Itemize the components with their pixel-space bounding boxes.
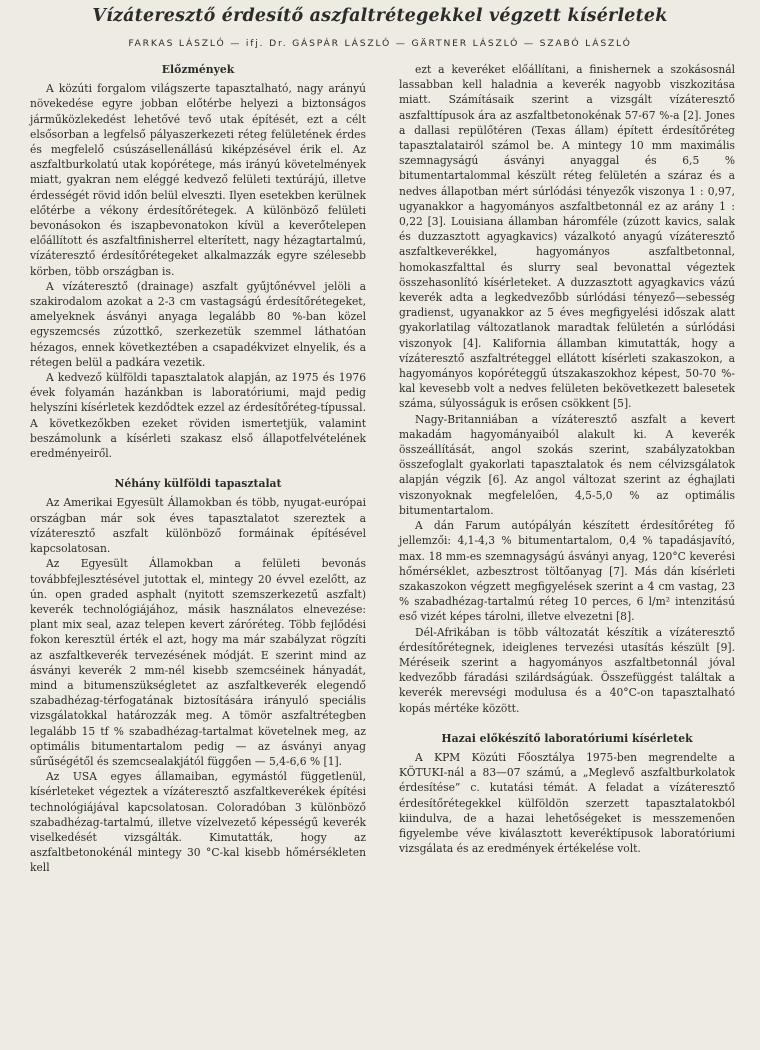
author-line: FARKAS LÁSZLÓ — ifj. Dr. GÁSPÁR LÁSZLÓ — GÄRTNER LÁSZLÓ — SZABÓ LÁSZLÓ xyxy=(128,38,632,49)
paragraph: ezt a keveréket előállítani, a finishernek a szokásosnál lassabban kell haladnia a keverék nagyobb viszkozitása miatt. Számításaik szerint a vizsgált vízáteresztő aszfalttípusok ára az aszfaltbetonokénak 57-67 %-a [2]. Jones a dallasi repülőtéren (Texas állam) épített érdesítőréteg tapasztalatairól számol be. A mintegy 10 mm maximális szemnagyságú ásványi anyaggal és 6,5 % bitumentartalommal készült réteg felületén a száraz és a nedves állapotban mért súrlódási tényezők viszonya 1 : 0,97, ugyanakkor a hagyományos aszfaltbetonnál ez az arány 1 : 0,22 [3]. Louisiana államban háromféle (zúzott kavics, salak és duzzasztott agyagkavics) vázalkotó anyagú vízáteresztő aszfaltkeverékkel, hagyományos aszfaltbetonnal, homokaszfalttal és slurry seal bevonattal végeztek összehasonlító kísérleteket. A duzzasztott agyagkavics vázú keverék adta a legkedvezőbb súrlódási tényező—sebesség gradienst, ugyanakkor az 5 éves megfigyelési időszak alatt gyakorlatilag változatlanok maradtak felületén a súrlódási viszonyok [4]. Kalifornia államban kimutatták, hogy a vízáteresztő aszfaltréteggel ellátott kísérleti szakaszokon, a hagyományos kopóréteggű útszakaszokhoz képest, 50-70 %-kal kevesebb volt a nedves felületen bekövetkezett balesetek száma, súlyosságuk is erősen csökkent [5]. xyxy=(399,63,735,411)
paragraph: Az Egyesült Államokban a felületi bevonás továbbfejlesztésével jutottak el, mintegy 20 évvel ezelőtt, az ún. open graded asphalt (nyitott szemszerkezetű aszfalt) keverék technológiájához, másik használatos elnevezése: plant mix seal, azaz telepen kevert záróréteg. Több fejlődési fokon keresztül érték el azt, hogy ma már szabályzat rögzíti az aszfaltkeverék tervezésének módját. E szerint mind az ásványi keverék 2 mm-nél kisebb szemcséinek hányadát, mind a bitumenszükségletet az aszfaltkeverék elegendő szabadhézag-térfogatának biztosítására irányuló speciális vizsgálatokkal határozzák meg. A tömör aszfaltrétegben legalább 15 tf % szabadhézag-tartalmat követelnek meg, az optimális bitumentartalom pedig — az ásványi anyag sűrűségétől és szemcsealakjától függően — 5,4-6,6 % [1]. xyxy=(30,557,366,768)
paragraph: Dél-Afrikában is több változatát készítik a vízáteresztő érdesítőrétegnek, ideiglenes tervezési utasítás készült [9]. Méréseik szerint a hagyományos aszfaltbetonnál jóval kedvezőbb fáradási szilárdságúak. Összefüggést találtak a keverék merevségi modulusa és a 40°C-on tapasztalható kopás mértéke között. xyxy=(399,625,735,715)
left-column xyxy=(30,62,366,876)
paragraph: Nagy-Britanniában a vízáteresztő aszfalt a kevert makadám hagyományaiból alakult ki. A keverék összeállítását, angol szokás szerint, szabályzatokban összefoglalt gyakorlati tapasztalatok és nem célvizsgálatok alapján végzik [6]. Az angol változat szerint az éghajlati viszonyoknak megfelelően, 4,5-5,0 % az optimális bitumentartalom. xyxy=(399,412,735,517)
paragraph: Az USA egyes államaiban, egymástól függetlenül, kísérleteket végeztek a vízáteresztő aszfaltkeverékek építési technológiájával kapcsolatosan. Coloradóban 3 különböző szabadhézag-tartalmú, illetve vízelvezető képességű keverék viselkedését vizsgálták. Kimutatták, hogy az aszfaltbetonokénál mintegy 30 °C-kal kisebb hőmérsékleten kell xyxy=(30,770,366,875)
right-column xyxy=(399,62,735,856)
paragraph: A KPM Közúti Főosztálya 1975-ben megrendelte a KÖTUKI-nál a 83—07 számú, a „Meglevő aszfaltburkolatok érdesítése” c. kutatási témát. A feladat a vízáteresztő érdesítőrétegekkel külföldön szerzett tapasztalatokból kiindulva, de a hazai lehetőségeket is messzemenően figyelembe véve kiválasztott keveréktípusok laboratóriumi vizsgálata és az eredmények értékelése volt. xyxy=(399,750,735,856)
paragraph: A vízáteresztő (drainage) aszfalt gyűjtőnévvel jelöli a szakirodalom azokat a 2-3 cm vastagságú érdesítőrétegeket, amelyeknek ásványi anyaga legalább 80 %-ban közel egyszemcsés zúzottkő, szerkezetük szemmel láthatóan hézagos, ennek következtében a csapadékvizet elnyelik, és a rétegen belül a padkára vezetik. xyxy=(30,279,366,369)
section-heading-elozmenyek: Előzmények xyxy=(161,63,235,76)
article-title: Vízáteresztő érdesítő aszfaltrétegekkel végzett kísérletek xyxy=(92,6,668,26)
paragraph: A kedvező külföldi tapasztalatok alapján, az 1975 és 1976 évek folyamán hazánkban is laboratóriumi, majd pedig helyszíni kísérletek kezdődtek ezzel az érdesítőréteg-típussal. A következőkben ezeket röviden ismertetjük, valamint beszámolunk a kísérleti szakasz első állapotfelvételének eredményeiről. xyxy=(30,371,366,461)
paragraph: Az Amerikai Egyesült Államokban és több, nyugat-európai országban már sok éves tapasztalatot szereztek a vízáteresztő aszfalt különböző formáinak építésével kapcsolatosan. xyxy=(30,496,366,556)
paragraph: A dán Farum autópályán készített érdesítőréteg fő jellemzői: 4,1-4,3 % bitumentartalom, 0,4 % tapadásjavító, max. 18 mm-es szemnagyságú ásványi anyag, 120°C keverési hőmérséklet, azbesztrost töltőanyag [7]. Más dán kísérleti szakaszokon végzett megfigyelések szerint a 4 cm vastag, 23 % szabadhézag-tartalmú réteg 10 perces, 6 l/m² intenzitású eső vizét képes tárolni, illetve elvezetni [8]. xyxy=(399,519,735,624)
section-heading-kulfoldi: Néhány külföldi tapasztalat xyxy=(114,477,282,491)
section-heading-hazai: Hazai előkészítő laboratóriumi kísérletek xyxy=(441,731,693,745)
paragraph: A közúti forgalom világszerte tapasztalható, nagy arányú növekedése egyre jobban előtérbe helyezi a biztonságos járműközlekedést lehetővé tevő utak építését, ezt a célt elsősorban a legfelső pályaszerkezeti réteg felületének érdes és megfelelő csúszásellenállású kiképzésével érik el. Az aszfaltburkolatú utak kopórétege, más irányú követelmények miatt, gyakran nem eléggé kedvező felületi textúrájú, illetve érdességét rövid időn belül elveszti. Ilyen esetekben kerülnek előtérbe a vékony érdesítőrétegek. A különböző felületi bevonásokon és iszapbevonatokon kívül a keverőtelepen előállított és aszfaltfinisherrel elterített, nagy hézagtartalmú, vízáteresztő érdesítőrétegeket alkalmazzák egyre szélesebb körben, több országban is. xyxy=(30,82,366,278)
